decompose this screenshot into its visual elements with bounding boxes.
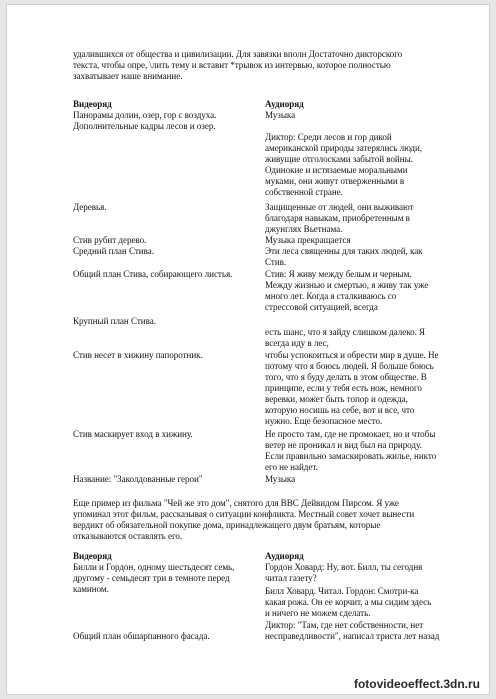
middle-paragraph-line: упоминал этот фильм, рассказывая о ситуации конфликта. Местный совет хочет вынести (73, 509, 415, 519)
table1-video-line: Стив несет в хижину папоротник. (73, 350, 203, 360)
table2-header-audio: Аудиоряд (265, 551, 304, 561)
table1-audio-line: джунглях Вьетнама. (265, 224, 343, 234)
table2-audio-line: Билл Ховард. Читал. Гордон: Смотри-ка (265, 586, 419, 596)
table1-audio-line: ветер не проникал и вид был на природу. (265, 440, 422, 450)
table1-audio-line: есть шанс, что я зайду слишком далеко. Я (265, 327, 426, 337)
table1-audio-line: его не найдет. (265, 462, 318, 472)
intro-line: текста, чтобы опре, \лить тему и вставит *трывок из интервью, которое полностью (73, 60, 391, 70)
middle-paragraph-line: отказываются оставлять его. (73, 531, 183, 541)
table1-audio-line: Музыка (265, 474, 296, 484)
table1-video-line: Средний план Стива. (73, 246, 154, 256)
table2-audio-line: несправедливости", написал триста лет назад (265, 631, 440, 641)
table1-video-line: Общий план Стива, собирающего листья. (73, 269, 233, 279)
table1-audio-line: благодаря навыкам, приобретенным в (265, 213, 410, 223)
table1-video-line: Стив рубит дерево. (73, 235, 147, 245)
table1-audio-line: собственной стране. (265, 187, 343, 197)
table1-video-line: Название: "Заколдованные герои" (73, 474, 203, 484)
document-page (6, 4, 490, 695)
table1-video-line: Панорамы долин, озер, гор с воздуха. (73, 110, 217, 120)
table1-audio-line: Не просто там, где не промокает, но и чтобы (265, 429, 436, 439)
table1-video-line: Дополнительные кадры лесов и озер. (73, 121, 216, 131)
table1-video-line: Стив маскирует вход в хижину. (73, 429, 193, 439)
table1-header-video: Видеоряд (73, 99, 112, 109)
table2-header-video: Видеоряд (73, 551, 112, 561)
intro-line: удалившихся от общества и цивилизации. Для завязки вполн Достаточно дикторского (73, 49, 403, 59)
table2-video-line: Билли и Гордон, одному шестьдесят семь, (73, 562, 235, 572)
table1-audio-line: веревки, может быть топор и одежда, (265, 394, 408, 404)
table1-audio-line: муками, они живут отверженными в (265, 176, 405, 186)
table1-audio-line: Музыка прекращается (265, 235, 351, 245)
table1-audio-line: Одинокие и истязаемые моральными (265, 165, 408, 175)
table1-audio-line: того, что я буду делать в этом обществе. В (265, 372, 427, 382)
site-watermark: fotovideoeffect.3dn.ru (353, 677, 480, 691)
table1-audio-line: принципе, если у тебя есть нож, немного (265, 383, 422, 393)
table1-header-audio: Аудиоряд (265, 99, 304, 109)
table1-audio-line: Эти леса священны для таких людей, как (265, 246, 423, 256)
table1-audio-line: нужно. Еще безопасное место. (265, 416, 383, 426)
table1-audio-line: Диктор: Среди лесов и гор дикой (265, 132, 392, 142)
table1-audio-line: живущие отголосками забытой войны. (265, 154, 413, 164)
table1-audio-line: Стив: Я живу между белым и черным. (265, 269, 412, 279)
intro-line: захватывает наше внимание. (73, 71, 183, 81)
table1-audio-line: чтобы успокоиться и обрести мир в душе. Не (265, 350, 439, 360)
table1-audio-line: американской природы затерялись люди, (265, 143, 423, 153)
table1-audio-line: Защищенные от людей, они выживают (265, 202, 414, 212)
table2-audio-line: читал газету? (265, 573, 317, 583)
table2-video-line: другому - семьдесят три в темноте перед (73, 573, 230, 583)
table1-video-line: Деревья. (73, 202, 107, 212)
table2-video-line: камином. (73, 584, 109, 594)
table2-audio-line: какая рожа. Он ее корчит, а мы сидим здесь (265, 597, 432, 607)
middle-paragraph-line: Еще пример из фильма "Чей же это дом", снятого для BBC Дейвидом Пирсом. Я уже (73, 498, 399, 508)
table1-audio-line: много лет. Когда я сталкиваюсь со (265, 291, 397, 301)
table2-audio-line: Диктор: "Там, где нет собственности, нет (265, 620, 424, 630)
table2-audio-line: Гордон Ховард: Ну, вот. Билл, ты сегодня (265, 562, 423, 572)
table1-audio-line: Если правильно замаскировать жилье, никто (265, 451, 437, 461)
table1-audio-line: потому что я боюсь людей. Я больше боюсь (265, 361, 434, 371)
table2-video-line: Общий план обшарпанного фасада. (73, 631, 210, 641)
table1-audio-line: всегда иду в лес, (265, 338, 329, 348)
middle-paragraph-line: вердикт об обязательной покупке дома, принадлежащего двум братьям, которые (73, 520, 381, 530)
table1-audio-line: стрессовой ситуацией, всегда (265, 302, 378, 312)
table1-audio-line: Между жизнью и смертью, я живу так уже (265, 280, 429, 290)
table2-audio-line: и ничего не можем сделать. (265, 608, 371, 618)
table1-audio-line: которую носишь на себе, вот и все, что (265, 405, 415, 415)
table1-video-line: Крупный план Стива. (73, 316, 156, 326)
table1-audio-line: Стив. (265, 257, 287, 267)
table1-audio-line: Музыка (265, 110, 296, 120)
